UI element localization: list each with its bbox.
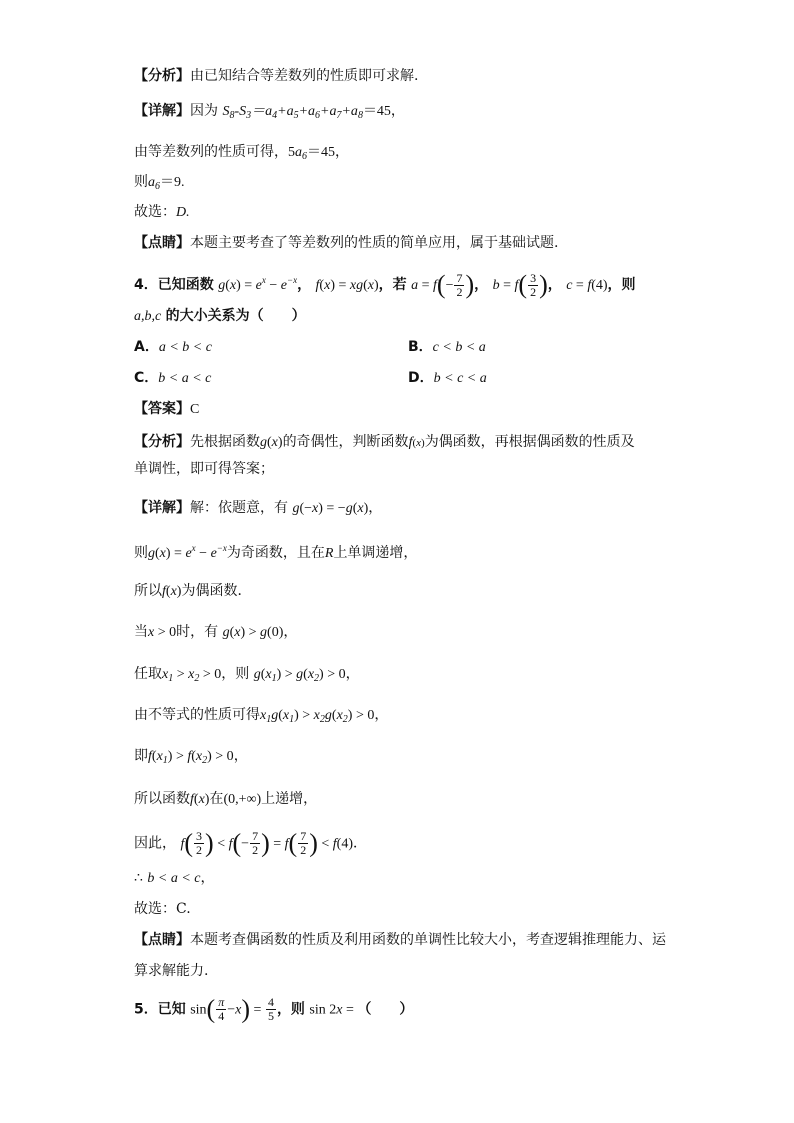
q4-detail-line1: 【详解】解：依题意，有 g(−x) = −g(x)，: [134, 500, 383, 516]
q3-choice-line: 故选：D.: [134, 204, 190, 220]
q4-comment-line1: 【点睛】本题考查偶函数的性质及利用函数的单调性比较大小，考查逻辑推理能力、运: [134, 932, 666, 948]
analysis-text: 由已知结合等差数列的性质即可求解.: [190, 68, 419, 84]
q4-step4: 当x > 0时，有 g(x) > g(0)，: [134, 624, 298, 640]
option-c: C．b < a < c: [134, 370, 212, 386]
formula-s8-s3: $S_8-S_3=a_4+a_5+a_6+a_7+a_8$: [222, 104, 363, 121]
q4-step8: 所以函数f(x)在(0,+∞)上递增，: [134, 791, 318, 807]
q3-step-line: 由等差数列的性质可得，$5a_6=45$，: [134, 144, 349, 162]
q3-result-line: 则$a_6=9$.: [134, 174, 185, 192]
fraction-3-2: $\frac{3}{2}$: [530, 270, 537, 299]
answer-value: C: [190, 402, 200, 417]
q4-step10: ∴ b < a < c，: [134, 870, 215, 886]
result-value: ＝9.: [160, 175, 185, 190]
q4-stem-line2: a,b,c 的大小关系为（ ）: [134, 308, 306, 324]
option-b: B．c < b < a: [408, 339, 486, 355]
q4-stem-line1: 4．已知函数 $g(x) = e^x - e^{-x}$， f(x) = xg(x)，若 a = f(− $\frac{7}{2}$ )， b = f( $\frac{3}{2}$ )， c = f(4)，则: [134, 270, 636, 299]
q4-step9: 因此， f( $\frac{3}{2}$ ) < f(− $\frac{7}{2}$ ) = f( $\frac{7}{2}$ ) < f(4)．: [134, 828, 367, 858]
comment-tag: 【点睛】: [134, 235, 190, 251]
q3-analysis-line: [134, 66, 418, 86]
question-number: 5．: [134, 1001, 158, 1018]
step-value: ＝45，: [307, 145, 349, 160]
q5-stem-line: 5．已知 sin( $\frac{\pi}{4}$ −x) = $\frac{4}{5}$ ，则 sin 2x = （ ）: [134, 994, 414, 1024]
q4-step7: 即$f(x_1) > f(x_2) > 0$，: [134, 748, 248, 766]
q4-step6: 由不等式的性质可得$x_1g(x_1) > x_2g(x_2) > 0$，: [134, 707, 389, 725]
fraction-7-2: $\frac{7}{2}$: [456, 270, 463, 299]
q3-detail-line: 【详解】因为 $S_8-S_3=a_4+a_5+a_6+a_7+a_8=45$，: [134, 103, 405, 121]
q4-step2: 则$g(x) = e^x - e^{-x}$为奇函数，且在R上单调递增，: [134, 543, 418, 561]
q4-answer-line: [134, 399, 199, 420]
q4-step3: 所以f(x)为偶函数．: [134, 583, 252, 599]
q4-choice-line: 故选：C.: [134, 901, 191, 917]
q4-comment-line2: 算求解能力.: [134, 963, 209, 979]
answer-tag: 【答案】: [134, 401, 190, 417]
option-d: D．b < c < a: [408, 370, 487, 386]
detail-tag: 【详解】: [134, 103, 190, 119]
detail-text: 因为: [190, 103, 218, 119]
q4-analysis-line1: 【分析】先根据函数g(x)的奇偶性，判断函数f(x)为偶函数，再根据偶函数的性质及: [134, 434, 635, 450]
q3-comment-line: [134, 233, 558, 253]
q4-analysis-line2: 单调性，即可得答案；: [134, 461, 274, 477]
question-number: 4．: [134, 277, 158, 293]
comment-text: 本题主要考查了等差数列的性质的简单应用，属于基础试题.: [190, 235, 559, 251]
analysis-tag: 【分析】: [134, 68, 190, 84]
step-text: 由等差数列的性质可得，: [134, 144, 288, 160]
q4-step5: 任取$x_1 > x_2 > 0$，则 $g(x_1) > g(x_2) > 0$，: [134, 666, 360, 684]
choice-value: D.: [176, 205, 190, 220]
option-a: A．a < b < c: [134, 339, 212, 355]
